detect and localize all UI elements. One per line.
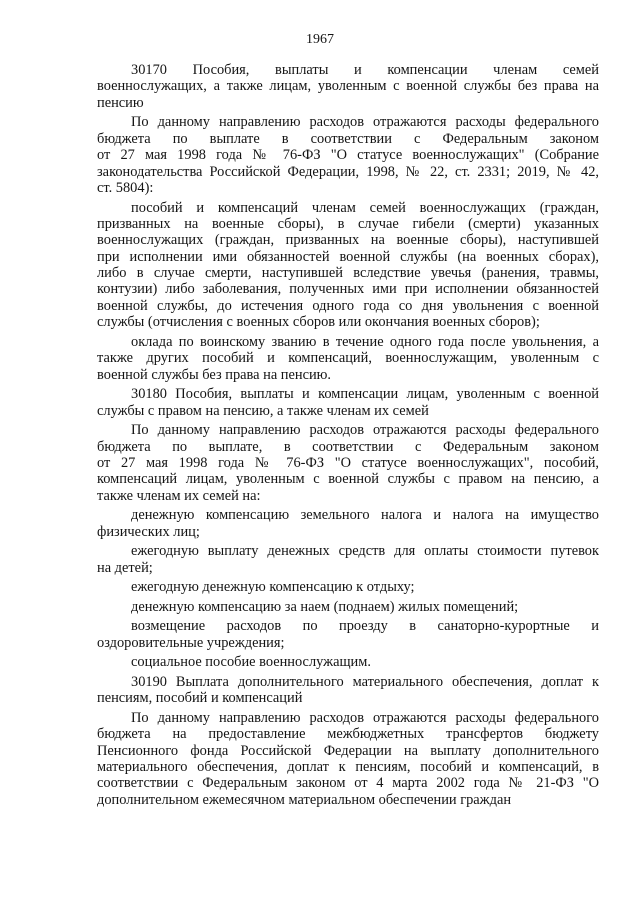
text-line: пособий и компенсаций членам семей военнослужащих (граждан, xyxy=(131,199,599,216)
text-line: возмещение расходов по проезду в санаторно-курортные и xyxy=(131,618,599,635)
paragraph xyxy=(97,654,599,670)
text-line: призванных на военные сборы), в случае гибели (смерти) указанных xyxy=(97,215,599,232)
text-line: пенсиям, пособий и компенсаций xyxy=(97,690,303,707)
paragraph xyxy=(97,62,599,111)
paragraph xyxy=(97,200,599,331)
text-line: денежную компенсацию за наем (поднаем) жилых помещений; xyxy=(131,598,519,615)
page-number: 1967 xyxy=(306,32,334,47)
paragraph xyxy=(97,674,599,707)
text-line: либо в случае смерти, наступившей вследствие увечья (ранения, травмы, xyxy=(97,265,599,282)
document-body xyxy=(97,62,599,808)
text-line: службы с правом на пенсию, а также членам их семей xyxy=(97,402,429,419)
text-line: законодательства Российской Федерации, 1998, № 22, ст. 2331; 2019, № 42, xyxy=(97,163,599,180)
text-line: бюджета на предоставление межбюджетных трансфертов бюджету xyxy=(97,726,599,743)
text-line: 30180 Пособия, выплаты и компенсации лицам, уволенным с военной xyxy=(131,386,599,403)
text-line: материального обеспечения, доплат к пенсиям, пособий и компенсаций, в xyxy=(97,759,599,776)
paragraph xyxy=(97,710,599,808)
paragraph xyxy=(97,543,599,576)
text-line: при исполнении ими обязанностей военной службы (на военных сборах), xyxy=(97,248,599,265)
text-line: денежную компенсацию земельного налога и налога на имущество xyxy=(131,507,599,524)
text-line: ежегодную денежную компенсацию к отдыху; xyxy=(131,579,415,596)
text-line: от 27 мая 1998 года № 76-ФЗ "О статусе военнослужащих" (Собрание xyxy=(97,147,599,164)
text-line: соответствии с Федеральным законом от 4 марта 2002 года № 21-ФЗ "О xyxy=(97,775,599,792)
text-line: компенсаций лицам, уволенным с военной службы с правом на пенсию, а xyxy=(97,471,599,488)
paragraph xyxy=(97,618,599,651)
text-line: на детей; xyxy=(97,559,153,576)
text-line: социальное пособие военнослужащим. xyxy=(131,654,371,671)
text-line: также членам их семей на: xyxy=(97,487,261,504)
text-line: дополнительном ежемесячном материальном обеспечении граждан xyxy=(97,791,512,808)
text-line: ст. 5804): xyxy=(97,179,154,196)
text-line: физических лиц; xyxy=(97,523,200,540)
text-line: По данному направлению расходов отражаются расходы федерального xyxy=(131,709,599,726)
paragraph xyxy=(97,334,599,383)
paragraph xyxy=(97,422,599,504)
text-line: Пенсионного фонда Российской Федерации на выплату дополнительного xyxy=(97,742,599,759)
text-line: контузии) либо заболевания, полученных ими при исполнении обязанностей xyxy=(97,281,599,298)
paragraph xyxy=(97,386,599,419)
text-line: По данному направлению расходов отражаются расходы федерального xyxy=(131,422,599,439)
paragraph xyxy=(97,507,599,540)
text-line: военнослужащих, а также лицам, уволенным с военной службы без права на xyxy=(97,78,599,95)
text-line: военнослужащих (граждан, призванных на военные сборы), наступившей xyxy=(97,232,599,249)
paragraph xyxy=(97,579,599,595)
text-line: 30170 Пособия, выплаты и компенсации членам семей xyxy=(131,62,599,78)
text-line: пенсию xyxy=(97,94,144,111)
text-line: оклада по воинскому званию в течение одного года после увольнения, а xyxy=(131,333,599,350)
text-line: службы (отчисления с военных сборов или окончания военных сборов); xyxy=(97,314,540,331)
text-line: По данному направлению расходов отражаются расходы федерального xyxy=(131,114,599,131)
text-line: от 27 мая 1998 года № 76-ФЗ "О статусе военнослужащих", пособий, xyxy=(97,454,599,471)
text-line: 30190 Выплата дополнительного материального обеспечения, доплат к xyxy=(131,673,599,690)
text-line: ежегодную выплату денежных средств для оплаты стоимости путевок xyxy=(131,543,599,560)
text-line: бюджета по выплате, в соответствии с Федеральным законом xyxy=(97,438,599,455)
text-line: военной службы без права на пенсию. xyxy=(97,366,332,383)
text-line: также других пособий и компенсаций, военнослужащим, уволенным с xyxy=(97,350,599,367)
paragraph xyxy=(97,114,599,196)
text-line: бюджета по выплате в соответствии с Федеральным законом xyxy=(97,130,599,147)
text-line: военной службы, до истечения одного года со дня увольнения с военной xyxy=(97,297,599,314)
text-line: оздоровительные учреждения; xyxy=(97,634,285,651)
paragraph xyxy=(97,599,599,615)
